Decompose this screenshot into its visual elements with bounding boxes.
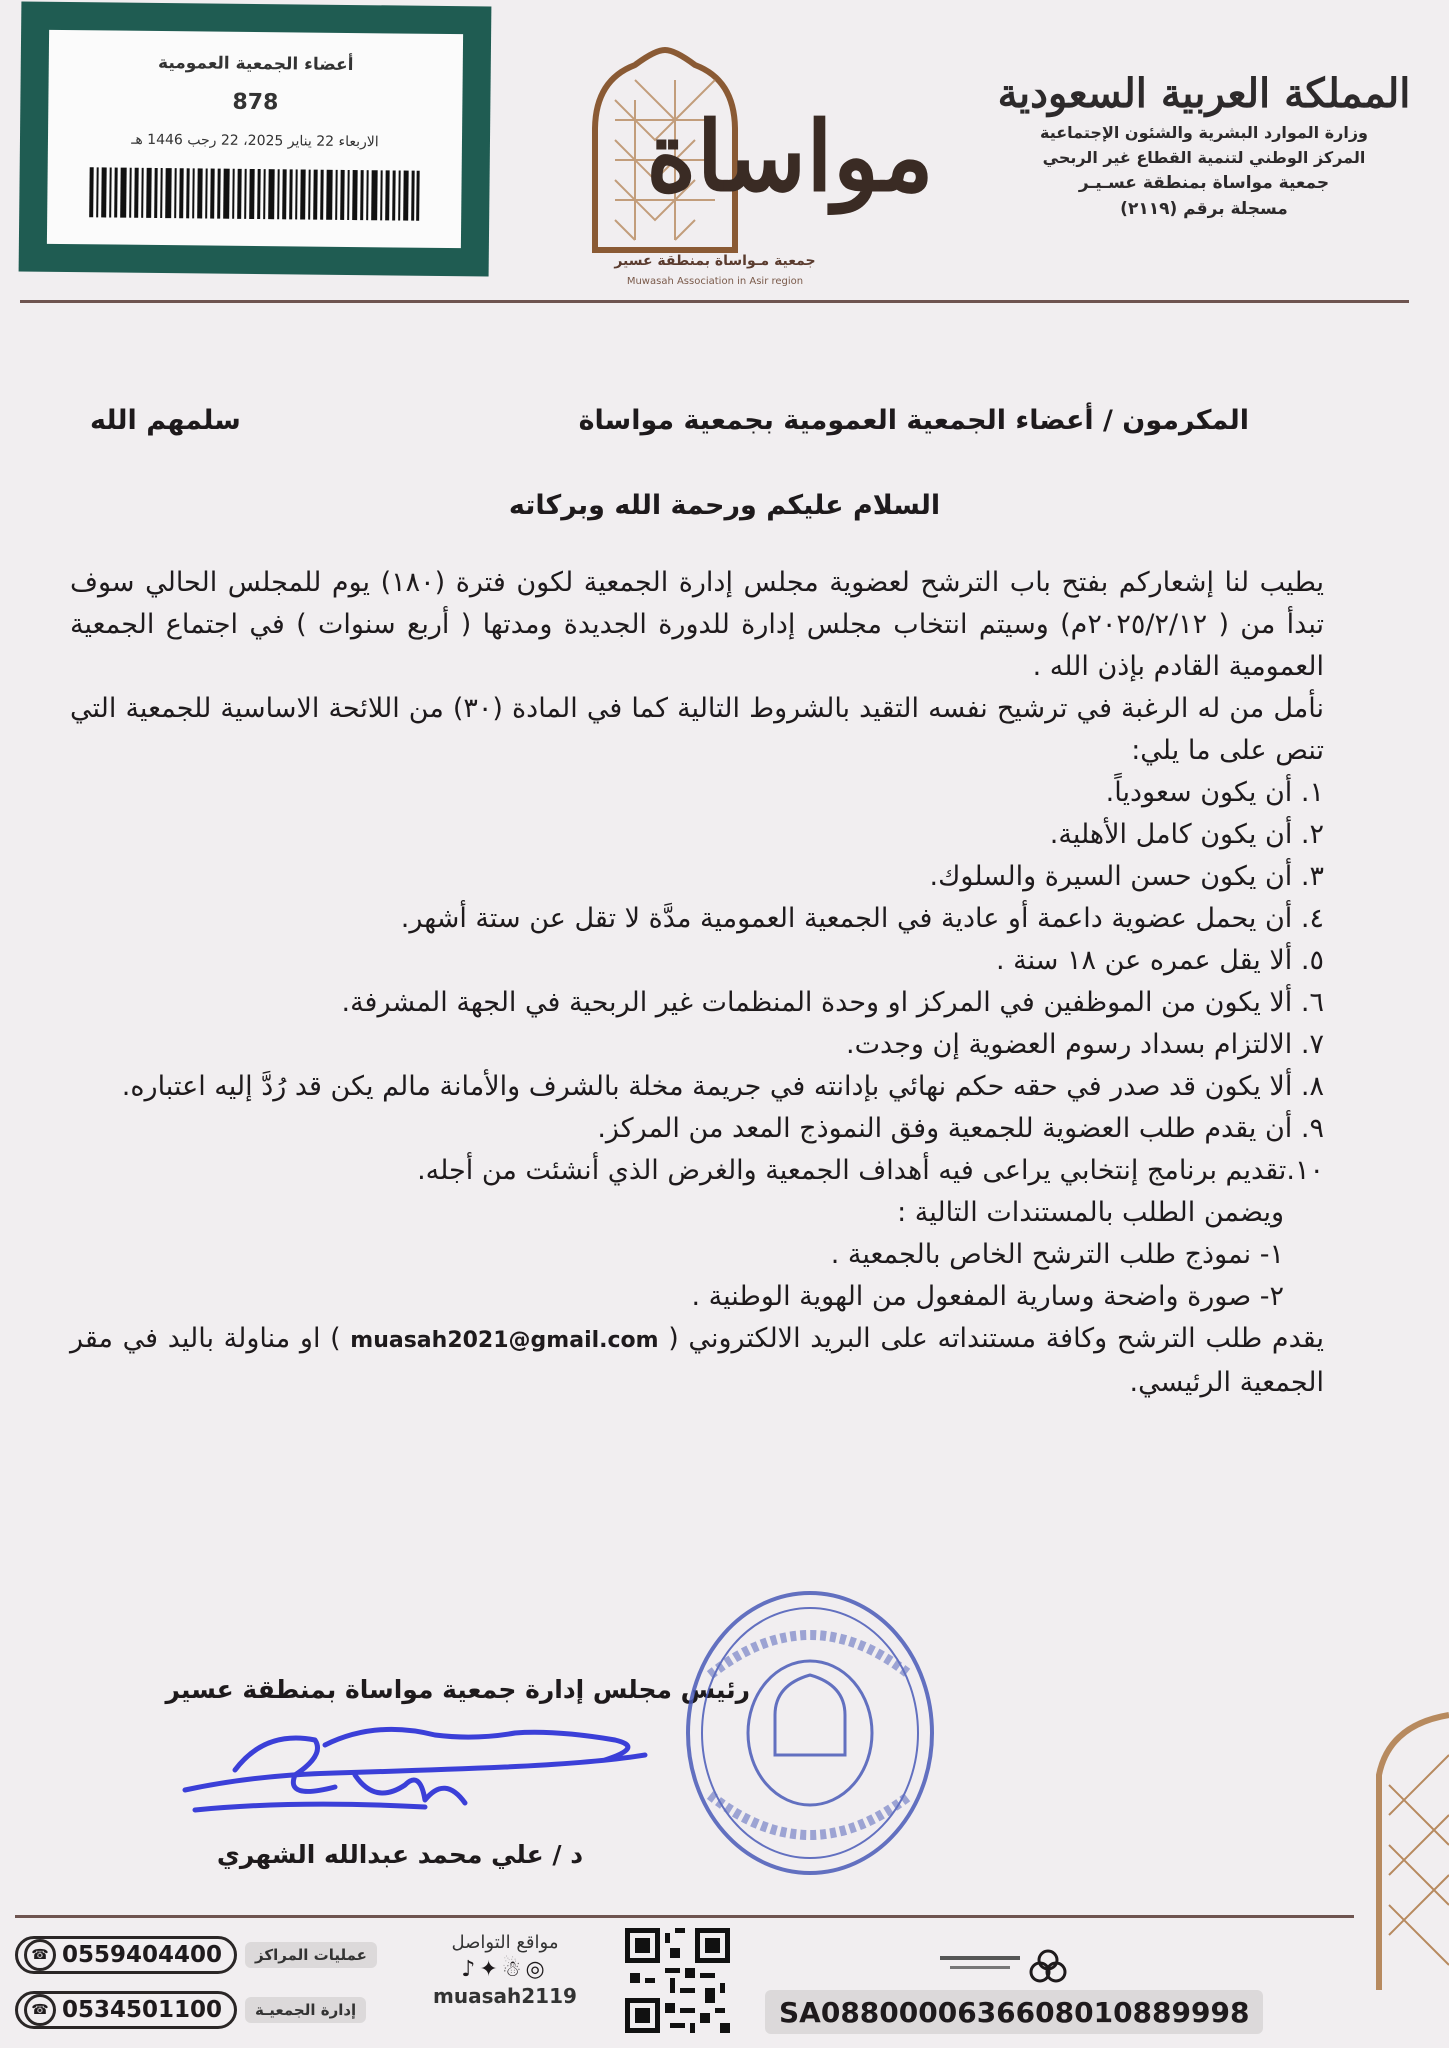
logo-text: مواساة xyxy=(646,100,934,213)
social-handle: muasah2119 xyxy=(433,1984,577,2008)
addressee: المكرمون / أعضاء الجمعية العمومية بجمعية مواساة xyxy=(578,405,1249,436)
condition-item: ٣. أن يكون حسن السيرة والسلوك. xyxy=(929,861,1324,892)
document-item: ٢- صورة واضحة وسارية المفعول من الهوية الوطنية . xyxy=(691,1281,1284,1312)
snapchat-icon[interactable]: ☃ xyxy=(501,1957,526,1982)
email-address[interactable]: muasah2021@gmail.com xyxy=(350,1328,659,1353)
phone-number: 0534501100 xyxy=(62,1997,223,2023)
social-block xyxy=(420,1932,590,2008)
registration-number: مسجلة برقم (٢١١٩) xyxy=(1120,199,1288,219)
instagram-icon[interactable]: ◎ xyxy=(525,1957,549,1982)
phone-number-pill[interactable] xyxy=(15,1991,237,2029)
bank-iban: SA0880000636608010889998 xyxy=(765,1990,1263,2034)
addressee-line xyxy=(90,405,1249,436)
document-item: ١- نموذج طلب الترشح الخاص بالجمعية . xyxy=(830,1239,1284,1270)
closing-salute: سلمهم الله xyxy=(90,405,241,436)
signatory-title: رئيس مجلس إدارة جمعية مواساة بمنطقة عسير xyxy=(165,1675,750,1704)
phone-administration xyxy=(15,1990,366,2030)
signatory-name: د / علي محمد عبدالله الشهري xyxy=(216,1840,584,1869)
greeting: السلام عليكم ورحمة الله وبركاته xyxy=(508,490,941,521)
conditions-list xyxy=(70,772,1324,1192)
phone-icon: ☎ xyxy=(24,1939,56,1971)
condition-item: ١٠.تقديم برنامج إنتخابي يراعى فيه أهداف الجمعية والغرض الذي أنشئت من أجله. xyxy=(417,1155,1324,1186)
phone-number: 0559404400 xyxy=(62,1942,223,1968)
phone-number-pill[interactable] xyxy=(15,1936,237,1974)
header-divider xyxy=(20,300,1409,303)
condition-item: ٧. الالتزام بسداد رسوم العضوية إن وجدت. xyxy=(846,1029,1324,1060)
social-label: مواقع التواصل xyxy=(451,1932,559,1953)
ministry-name: وزارة الموارد البشرية والشئون الإجتماعية xyxy=(1040,123,1368,142)
tiktok-icon[interactable]: ♪ xyxy=(461,1957,480,1982)
qr-code-icon[interactable] xyxy=(625,1928,730,2033)
decorative-pattern-icon xyxy=(1349,1705,1449,1990)
social-icons xyxy=(420,1957,590,1982)
twitter-icon[interactable]: ✦ xyxy=(479,1957,502,1982)
submission-paragraph xyxy=(70,1318,1324,1404)
bank-logo-icon xyxy=(930,1940,1080,1990)
phone-operations xyxy=(15,1935,377,1975)
letter-body xyxy=(70,562,1324,1404)
association-name: جمعية مواساة بمنطقة عسـيـر xyxy=(1078,173,1330,193)
logo-caption-arabic: جمعية مـواساة بمنطقة عسير xyxy=(614,253,816,269)
documents-intro: ويضمن الطلب بالمستندات التالية : xyxy=(897,1197,1284,1228)
phone-label: عمليات المراكز xyxy=(245,1942,377,1968)
submission-text-before: يقدم طلب الترشح وكافة مستنداته على البريد الالكتروني ( xyxy=(668,1323,1324,1354)
condition-item: ٤. أن يحمل عضوية داعمة أو عادية في الجمعية العمومية مدَّة لا تقل عن ستة أشهر. xyxy=(400,903,1324,934)
condition-item: ٢. أن يكون كامل الأهلية. xyxy=(1049,819,1324,850)
condition-item: ٨. ألا يكون قد صدر في حقه حكم نهائي بإدانته في جريمة مخلة بالشرف والأمانة مالم يكن قد رُدَّ إليه اعتباره. xyxy=(121,1071,1324,1102)
footer-divider xyxy=(15,1915,1354,1918)
condition-item: ٩. أن يقدم طلب العضوية للجمعية وفق النموذج المعد من المركز. xyxy=(597,1113,1324,1144)
intro-paragraph: يطيب لنا إشعاركم بفتح باب الترشح لعضوية مجلس إدارة الجمعية لكون فترة (١٨٠) يوم للمجلس الحالي سوف تبدأ من ( ٢٠٢٥/٢/١٢م) وسيتم انتخاب مجلس إدارة للدورة الجديدة ومدتها ( أربع سنوات ) في اجتماع الجمعية العمومية القادم بإذن الله . xyxy=(70,567,1324,682)
phone-label: إدارة الجمعيـة xyxy=(245,1997,366,2023)
condition-item: ١. أن يكون سعودياً. xyxy=(1105,777,1324,808)
condition-item: ٥. ألا يقل عمره عن ١٨ سنة . xyxy=(996,945,1324,976)
reference-date: الاربعاء 22 يناير 2025، 22 رجب 1446 هـ xyxy=(131,131,379,151)
submission-text-after: ) او مناولة باليد في مقر الجمعية الرئيسي. xyxy=(70,1323,1324,1398)
reference-title: أعضاء الجمعية العمومية xyxy=(157,52,354,76)
handwritten-signature xyxy=(175,1715,655,1825)
reference-number: 878 xyxy=(232,89,279,116)
official-stamp xyxy=(680,1585,940,1880)
logo-caption-english: Muwasah Association in Asir region xyxy=(626,276,804,287)
conditions-intro: نأمل من له الرغبة في ترشيح نفسه التقيد بالشروط التالية كما في المادة (٣٠) من اللائحة الاساسية للجمعية التي تنص على ما يلي: xyxy=(70,693,1324,766)
kingdom-title: المملكة العربية السعودية xyxy=(997,70,1411,117)
center-name: المركز الوطني لتنمية القطاع غير الربحي xyxy=(1042,148,1366,167)
ministry-header xyxy=(994,70,1414,219)
reference-box xyxy=(19,2,492,277)
barcode-icon xyxy=(89,167,420,220)
phone-icon: ☎ xyxy=(24,1994,56,2026)
condition-item: ٦. ألا يكون من الموظفين في المركز او وحدة المنظمات غير الربحية في الجهة المشرفة. xyxy=(341,987,1324,1018)
